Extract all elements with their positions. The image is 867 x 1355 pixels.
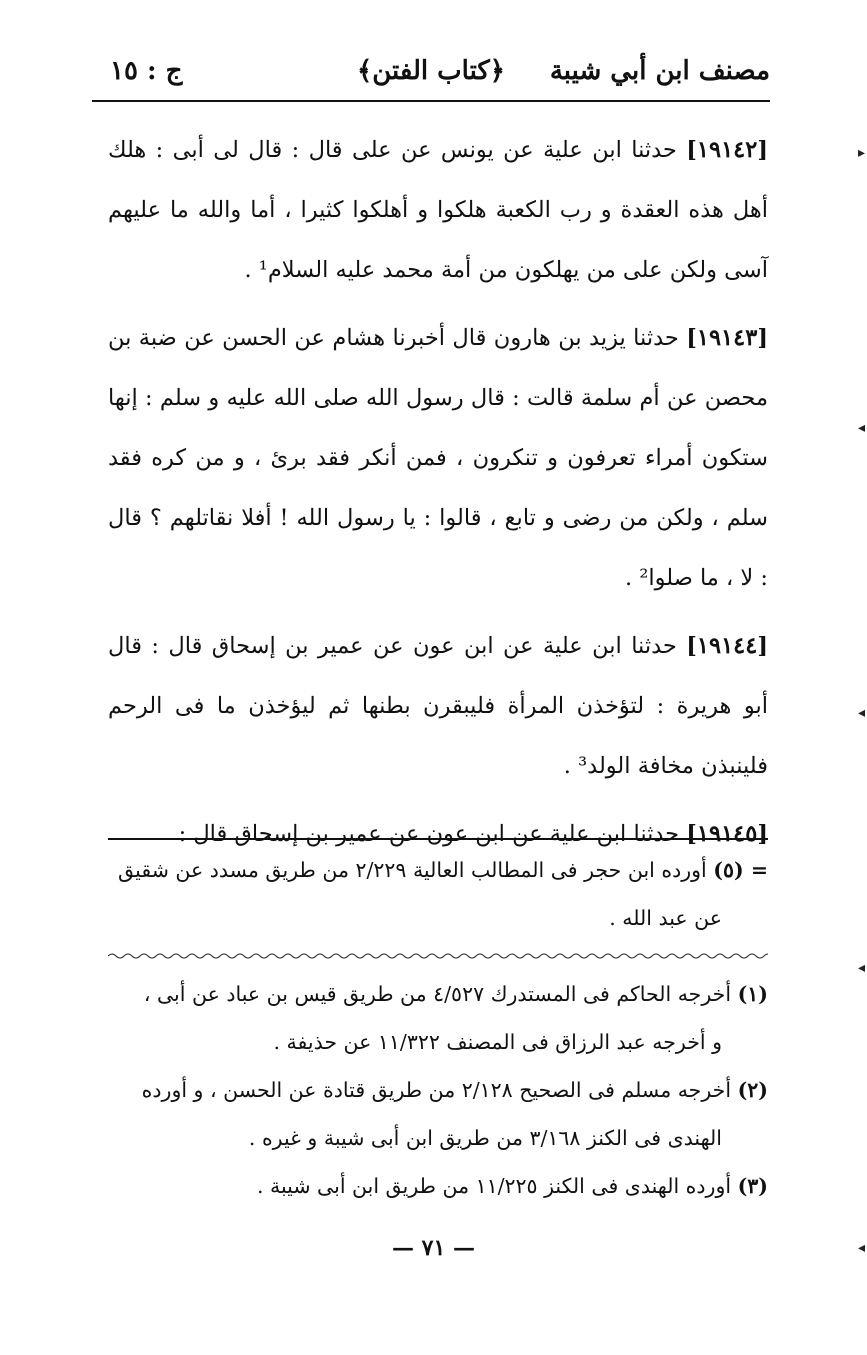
hadith-text: حدثنا ابن علية عن يونس عن على قال : قال لى أبى : هلك أهل هذه العقدة و رب الكعبة هلكوا و أهلكوا كثيرا ، أما والله ما عليهم آسى ولكن على من يهلكون من أمة محمد عليه السلام¹ .: [108, 137, 768, 283]
footnotes: [108, 970, 768, 1210]
hadith-text: حدثنا يزيد بن هارون قال أخبرنا هشام عن الحسن عن ضبة بن محصن عن أم سلمة قالت : قال رسول الله صلى الله عليه و سلم : إنها ستكون أمراء تعرفون و تنكرون ، فمن أنكر فقد برئ ، و من كره فقد سلم ، ولكن من رضى و تابع ، قالوا : يا رسول الله ! أفلا نقاتلهم ؟ قال : لا ، ما صلوا² .: [108, 325, 768, 591]
footnote-mark: (٢): [737, 1078, 768, 1102]
margin-mark: ▸: [858, 145, 866, 161]
margin-mark: ◂: [858, 1240, 866, 1256]
footnote-line: أخرجه الحاكم فى المستدرك ٤/٥٢٧ من طريق قيس بن عباد عن أبى ،: [143, 982, 732, 1006]
wavy-separator: [108, 952, 768, 960]
margin-mark: ◂: [858, 705, 866, 721]
footnote-3: [108, 1162, 768, 1210]
hadith-19143: [108, 308, 768, 608]
footnote-line: عن عبد الله .: [609, 906, 722, 930]
footnote-1: [108, 970, 768, 1018]
main-text: [108, 120, 768, 872]
section-title: ﴿كتاب الفتن﴾: [356, 56, 506, 86]
margin-mark: ◂: [858, 420, 866, 436]
carried-footnote: [108, 846, 768, 942]
hadith-text: حدثنا ابن علية عن ابن عون عن عمير بن إسحاق قال : قال أبو هريرة : لتؤخذن المرأة فليبقرن بطنها ثم ليؤخذن ما فى الرحم فلينبذن مخافة الولد³ .: [108, 633, 768, 779]
hadith-text: حدثنا ابن علية عن ابن عون عن عمير بن إسحاق قال :: [178, 821, 680, 847]
hadith-number: [١٩١٤٤]: [686, 633, 768, 659]
hadith-19142: [108, 120, 768, 300]
footnote-line: و أخرجه عبد الرزاق فى المصنف ١١/٣٢٢ عن حذيفة .: [273, 1030, 722, 1054]
footnote-line: الهندى فى الكنز ٣/١٦٨ من طريق ابن أبى شيبة و غيره .: [248, 1126, 722, 1150]
volume-number: ج : ١٥: [110, 56, 183, 86]
hadith-19144: [108, 616, 768, 796]
margin-mark: ◂: [858, 960, 866, 976]
hadith-number: [١٩١٤٥]: [686, 821, 768, 847]
hadith-number: [١٩١٤٣]: [686, 325, 768, 351]
book-title: مصنف ابن أبي شيبة: [549, 56, 770, 86]
footnote-separator: [108, 838, 768, 840]
footnote-2: [108, 1066, 768, 1114]
footnote-line: أخرجه مسلم فى الصحيح ٢/١٢٨ من طريق قتادة عن الحسن ، و أورده: [141, 1078, 732, 1102]
hadith-number: [١٩١٤٢]: [686, 137, 768, 163]
footnote-mark: (١): [737, 982, 768, 1006]
footnote-mark: = (٥): [713, 858, 768, 882]
footnote-line: أورده الهندى فى الكنز ١١/٢٢٥ من طريق ابن أبى شيبة .: [256, 1174, 732, 1198]
page-number: — ٧١ —: [392, 1235, 475, 1261]
running-header: [92, 48, 770, 102]
footnote-line: أورده ابن حجر فى المطالب العالية ٢/٢٢٩ من طريق مسدد عن شقيق: [118, 858, 707, 882]
footnote-mark: (٣): [737, 1174, 768, 1198]
